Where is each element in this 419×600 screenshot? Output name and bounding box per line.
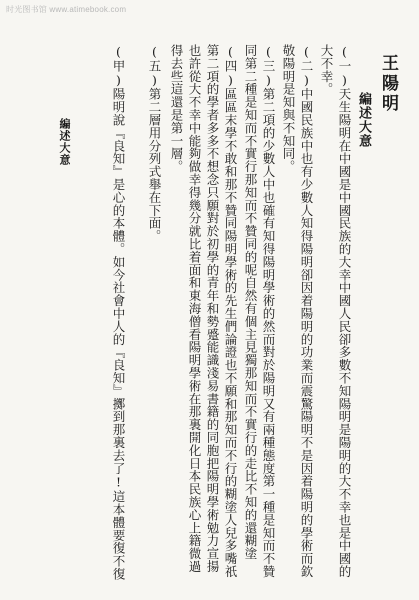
book-page <box>52 44 398 581</box>
text-column-8: 第二項的學者多多不想念只願對於初學的青年和勢蹙能識淺易書籍的同胞把陽明學術勉力宣揚 <box>205 44 220 573</box>
text-column-2: 大不幸。 <box>319 44 334 96</box>
text-column-9: 也許從大不幸中能夠做幸得幾分就比着面和東海僧看陽明學術在那裏開化日本民族心上籍微過 <box>187 44 202 573</box>
section-subtitle: 編述大意 <box>356 92 371 148</box>
text-column-4: 敬陽明是知與不知同。 <box>281 44 296 173</box>
page-title: 王陽明 <box>378 54 398 114</box>
text-column-1: (一)天生陽明在中國是中國民族的大幸中國人民卻多數不知陽明是陽明的大不幸也是中國的 <box>337 44 352 578</box>
text-column-5: (三)第二項的少數人中也確有知得陽明學術的然而對於陽明又有兩種態度第一種是知而不贊 <box>261 44 276 578</box>
text-column-12: (甲)陽明說『良知』是心的本體。如今社會中人的『良知』擲到那裏去了!這本體要復不復 <box>111 44 126 581</box>
text-column-6: 同第二種是知而不實行那知而不贊同的呢自然有個主見獨那知而不實行的走比不知的還糊塗 <box>243 44 258 560</box>
text-column-11: (五)第二層用分列式舉在下面。 <box>147 44 162 243</box>
text-column-3: (二)中國民族中也有少數人知得陽明卻因着陽明的功業而震驚陽明不是因着陽明的學術而欽 <box>299 44 314 578</box>
site-watermark: 时光图书馆 www.atimebook.com <box>6 5 127 14</box>
text-column-7: (四)區區末學不敢和那不贊同陽明學術的先生們論證也不願和那知而不行的糊塗人兒多嘴祇 <box>223 44 238 578</box>
margin-section-label: 編述大意 <box>58 118 71 166</box>
text-column-10: 得去些這還是第一層。 <box>169 44 184 173</box>
